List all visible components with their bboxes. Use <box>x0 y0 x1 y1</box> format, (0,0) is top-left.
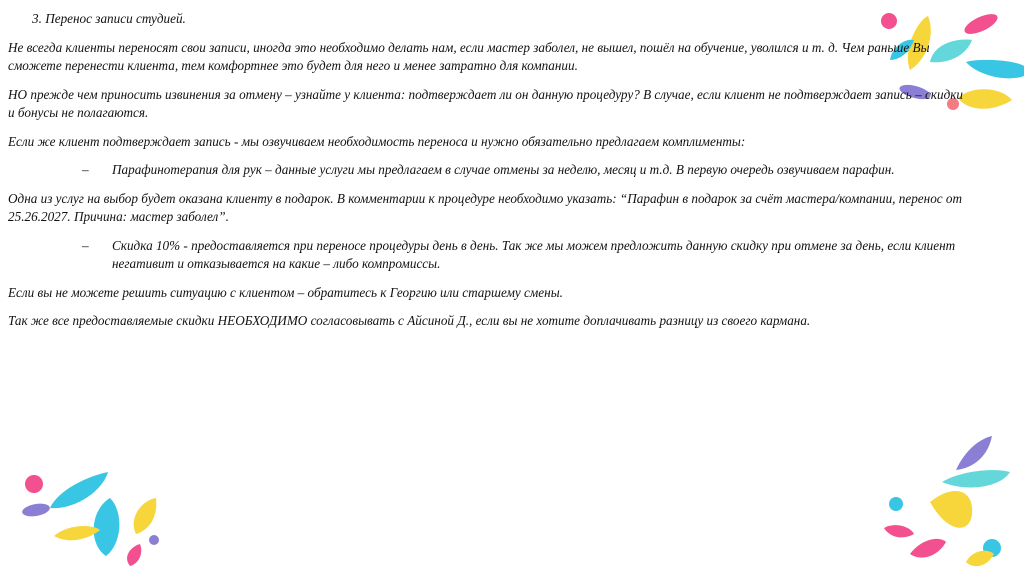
section-heading: 3. Перенос записи студией. <box>32 11 186 26</box>
paragraph-discount-approval: Так же все предоставляемые скидки НЕОБХОДИМО согласовывать с Айсиной Д., если вы не хотите доплачивать разницу из своего кармана. <box>8 313 811 328</box>
splash-decoration-bottom-right <box>870 430 1024 574</box>
paragraph-escalation: Если вы не можете решить ситуацию с клиентом – обратитесь к Георгию или старшему смены. <box>8 284 563 300</box>
paragraph-confirm-before-apology: НО прежде чем приносить извинения за отмену – узнайте у клиента: подтверждает ли он данную процедуру? В случае, если клиент не подтверждает запись – скидки и бонусы не полагаются. <box>8 86 964 120</box>
splash-decoration-bottom-left <box>10 460 190 574</box>
bullet-discount-10 <box>8 237 968 274</box>
bullet-dash: – <box>82 237 89 253</box>
paragraph-rescheduling-intro: Не всегда клиенты переносят свои записи, иногда это необходимо делать нам, если мастер заболел, не вышел, пошёл на обучение, уволился и т. д. Чем раньше Вы сможете перенести клиента, тем комфортнее это будет для него и менее затратно для компании. <box>8 39 930 73</box>
document-body <box>8 10 968 341</box>
bullet-text: Парафинотерапия для рук – данные услуги мы предлагаем в случае отмены за неделю, месяц и т.д. В первую очередь озвучиваем парафин. <box>112 162 895 177</box>
paragraph-gift-comment: Одна из услуг на выбор будет оказана клиенту в подарок. В комментарии к процедуре необходимо указать: “Парафин в подарок за счёт мастера/компании, перенос от 25.26.2027. Причина: мастер заболел”. <box>8 190 963 224</box>
bullet-dash: – <box>82 162 89 177</box>
bullet-paraffin-therapy <box>8 161 968 180</box>
bullet-text: Скидка 10% - предоставляется при переносе процедуры день в день. Так же мы можем предложить данную скидку при отмене за день, если клиент негативит и отказывается на какие – либо компромиссы. <box>112 237 956 271</box>
paragraph-compliments-offer: Если же клиент подтверждает запись - мы озвучиваем необходимость переноса и нужно обязательно предлагаем комплименты: <box>8 133 746 149</box>
